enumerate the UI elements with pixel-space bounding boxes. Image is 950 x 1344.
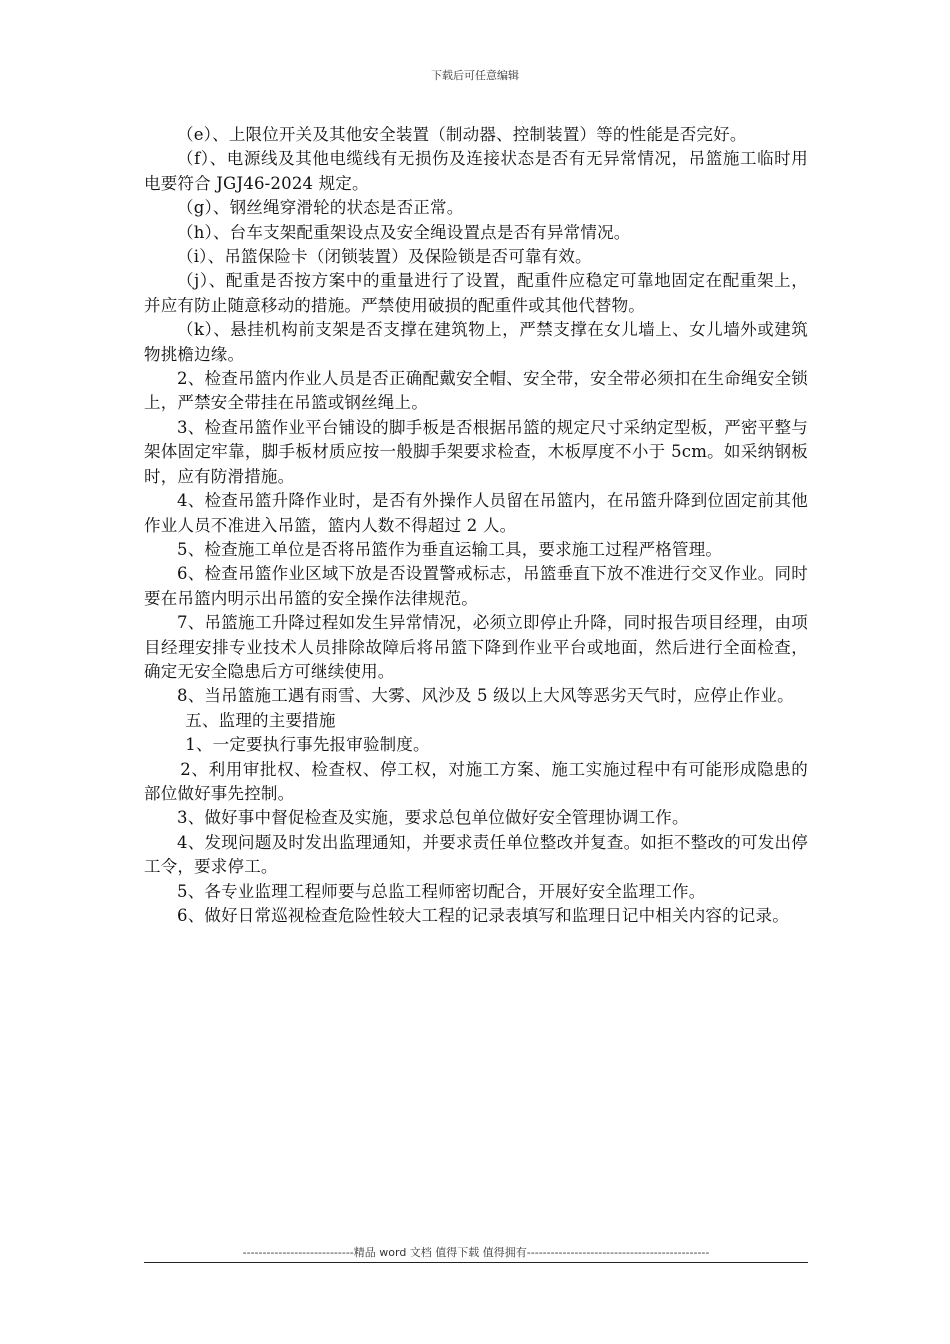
section-item-5: 5、各专业监理工程师要与总监工程师密切配合，开展好安全监理工作。 [177, 881, 706, 901]
paragraph-5: 5、检查施工单位是否将吊篮作为垂直运输工具，要求施工过程严格管理。 [177, 539, 723, 559]
section-title: 五、监理的主要措施 [185, 710, 336, 730]
paragraph-6: 6、检查吊篮作业区域下放是否设置警戒标志，吊篮垂直下放不准进行交叉作业。同时要在吊篮内明示出吊篮的安全操作法律规范。 [144, 564, 808, 608]
page-header: 下载后可任意编辑 [431, 69, 519, 82]
paragraph-8: 8、当吊篮施工遇有雨雪、大雾、风沙及 5 级以上大风等恶劣天气时，应停止作业。 [177, 686, 794, 706]
paragraph-3: 3、检查吊篮作业平台铺设的脚手板是否根据吊篮的规定尺寸采纳定型板，严密平整与架体固定牢靠，脚手板材质应按一般脚手架要求检查，木板厚度不小于 5cm。如采纳钢板时，应有防滑措施。 [144, 417, 808, 486]
document-body [144, 123, 808, 928]
section-item-1: 1、一定要执行事先报审验制度。 [185, 735, 430, 755]
paragraph-i: （i）、吊篮保险卡（闭锁装置）及保险锁是否可靠有效。 [177, 247, 592, 267]
section-item-2: 2、利用审批权、检查权、停工权，对施工方案、施工实施过程中有可能形成隐患的部位做好事先控制。 [144, 759, 808, 803]
paragraph-4: 4、检查吊篮升降作业时，是否有外操作人员留在吊篮内，在吊篮升降到位固定前其他作业人员不准进入吊篮，篮内人数不得超过 2 人。 [144, 491, 808, 535]
paragraph-j: （j）、配重是否按方案中的重量进行了设置，配重件应稳定可靠地固定在配重架上，并应有防止随意移动的措施。严禁使用破损的配重件或其他代替物。 [144, 271, 808, 315]
footer-divider [144, 1262, 808, 1263]
paragraph-k: （k）、悬挂机构前支架是否支撑在建筑物上，严禁支撑在女儿墙上、女儿墙外或建筑物挑檐边缘。 [144, 320, 808, 364]
page-footer: ----------------------------精品 word 文档 值得下载 值得拥有---------------------------------------------- [242, 1246, 710, 1259]
paragraph-2: 2、检查吊篮内作业人员是否正确配戴安全帽、安全带，安全带必须扣在生命绳安全锁上，严禁安全带挂在吊篮或钢丝绳上。 [144, 369, 808, 413]
paragraph-7: 7、吊篮施工升降过程如发生异常情况，必须立即停止升降，同时报告项目经理，由项目经理安排专业技术人员排除故障后将吊篮下降到作业平台或地面，然后进行全面检查，确定无安全隐患后方可继续使用。 [144, 613, 808, 681]
paragraph-e: （e）、上限位开关及其他安全装置（制动器、控制装置）等的性能是否完好。 [177, 125, 747, 144]
section-item-6: 6、做好日常巡视检查危险性较大工程的记录表填写和监理日记中相关内容的记录。 [177, 906, 789, 925]
paragraph-h: （h）、台车支架配重架设点及安全绳设置点是否有异常情况。 [177, 222, 631, 242]
section-item-3: 3、做好事中督促检查及实施，要求总包单位做好安全管理协调工作。 [177, 808, 689, 828]
paragraph-g: （g）、钢丝绳穿滑轮的状态是否正常。 [177, 198, 464, 218]
section-item-4: 4、发现问题及时发出监理通知，并要求责任单位整改并复查。如拒不整改的可发出停工令，要求停工。 [144, 832, 808, 877]
paragraph-f: （f）、电源线及其他电缆线有无损伤及连接状态是否有无异常情况，吊篮施工临时用电要符合 JGJ46-2024 规定。 [144, 149, 808, 193]
